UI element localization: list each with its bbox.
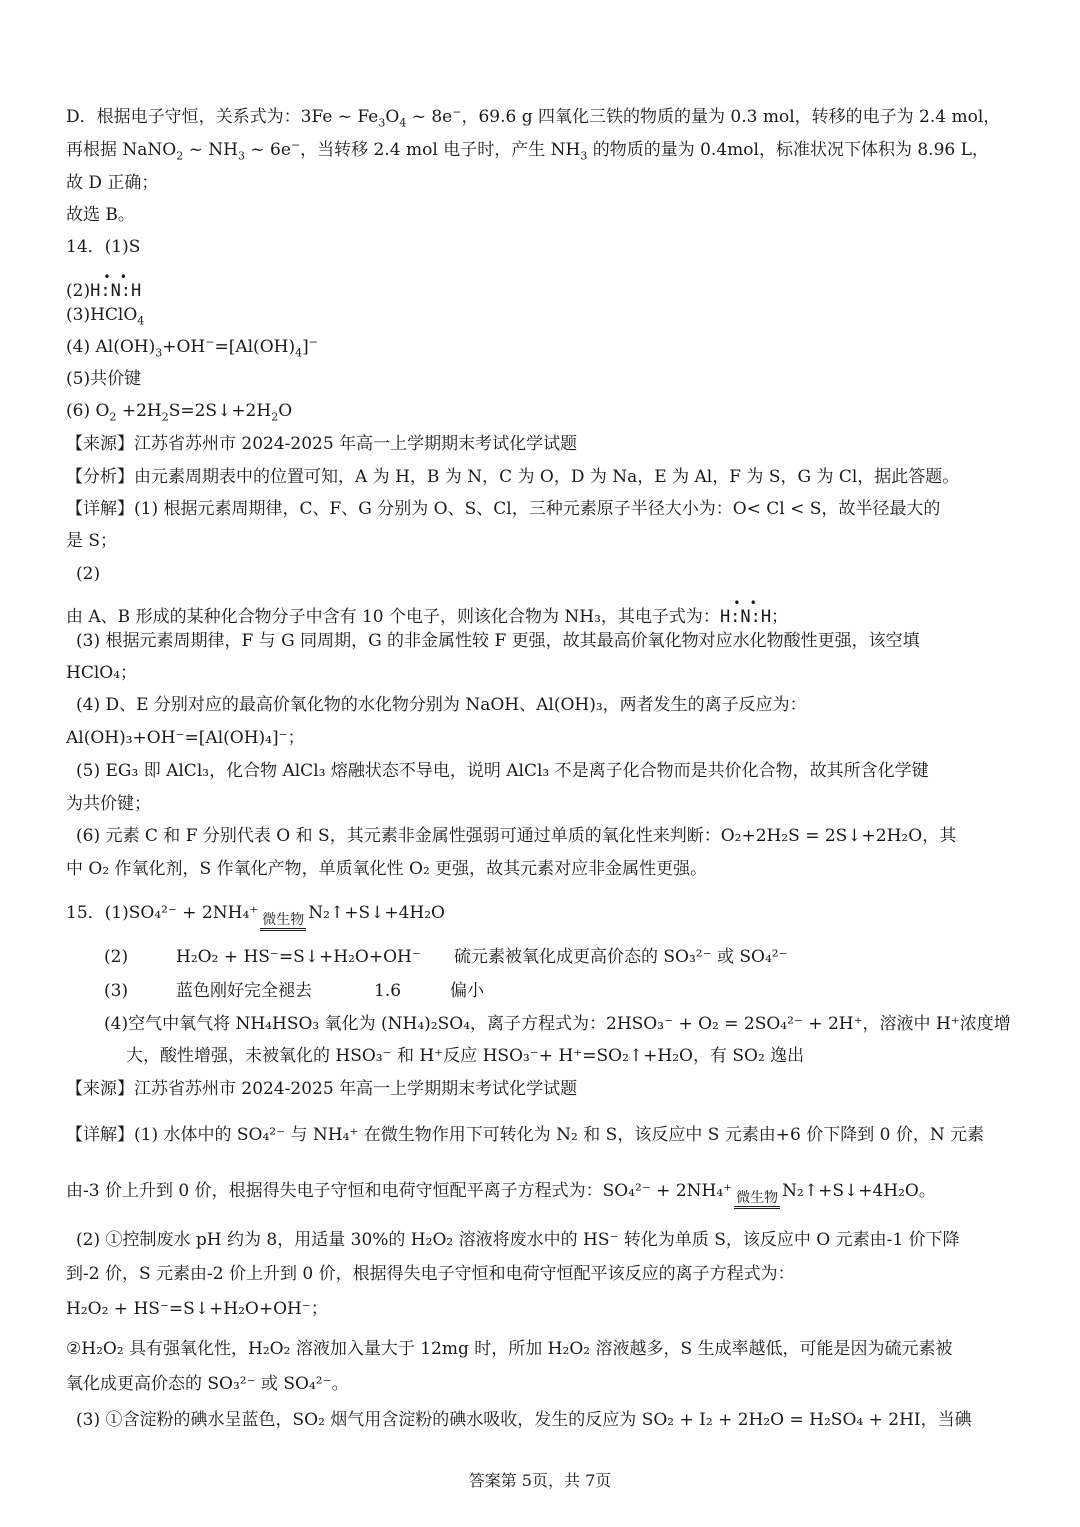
lewis-structure — [90, 272, 141, 302]
text: 3Fe ~ Fe — [300, 107, 379, 127]
text: D．根据电子守恒，关系式为： — [66, 107, 301, 127]
q15-detail-1b — [66, 1180, 1040, 1209]
text: O — [278, 401, 293, 421]
q13-d-line4: 故选 B。 — [66, 205, 135, 225]
text: (2) — [104, 947, 129, 967]
q15-answer-1 — [66, 902, 1040, 931]
text: 再根据 NaNO — [66, 140, 177, 160]
q14-detail-2: (2) — [76, 564, 101, 584]
text: ，当转移 2.4 mol 电子时，产生 NH — [300, 140, 581, 160]
q15-detail-1: 【详解】(1) 水体中的 SO₄²⁻ 与 NH₄⁺ 在微生物作用下可转化为 N₂ 和 S，该反应中 S 元素由+6 价下降到 0 价，N 元素 — [66, 1125, 985, 1145]
q14-detail-1b: 是 S； — [66, 531, 118, 551]
text: 1.6 — [374, 981, 402, 1001]
q14-detail-4: (4) D、E 分别对应的最高价氧化物的水化物分别为 NaOH、Al(OH)₃，两者发生的离子反应为： — [76, 695, 807, 715]
text: =[Al(OH) — [214, 337, 296, 357]
text: (3)HClO — [66, 305, 138, 325]
text: 由 A、B 形成的某种化合物分子中含有 10 个电子，则该化合物为 NH₃，其电子式为： — [66, 607, 720, 627]
text: ] — [302, 337, 309, 357]
text: ~ NH — [183, 140, 238, 160]
text: H:N:H — [719, 607, 772, 627]
text: (6) O — [66, 401, 110, 421]
q14-analysis: 【分析】由元素周期表中的位置可知，A 为 H，B 为 N，C 为 O，D 为 Na，E 为 Al，F 为 S，G 为 Cl，据此答题。 — [66, 467, 960, 487]
q14-answer-3: (3)HClO$_4$ — [66, 305, 145, 328]
q14-answer-5: (5)共价键 — [66, 369, 142, 389]
q14-detail-4b: Al(OH)₃+OH⁻=[Al(OH)₄]⁻； — [66, 728, 305, 748]
q14-detail-6b: 中 O₂ 作氧化剂，S 作氧化产物，单质氧化性 O₂ 更强，故其元素对应非金属性更强。 — [66, 859, 708, 879]
text: N₂↑+S↓+4H₂O — [308, 903, 445, 923]
lone-pair-dots: • • — [733, 596, 758, 610]
q14-detail-6: (6) 元素 C 和 F 分别代表 O 和 S，其元素非金属性强弱可通过单质的氧化性来判断：O₂+2H₂S = 2S↓+2H₂O，其 — [76, 826, 957, 846]
text: H:N:H — [90, 281, 142, 301]
q14-detail-5: (5) EG₃ 即 AlCl₃，化合物 AlCl₃ 熔融状态不导电，说明 AlCl₃ 不是离子化合物而是共价化合物，故其所含化学键 — [76, 761, 929, 781]
text: ，69.6 g 四氧化三铁的物质的量为 0.3 mol，转移的电子为 2.4 mol， — [461, 107, 1001, 127]
text: (4) Al(OH) — [66, 337, 156, 357]
text: 偏小 — [450, 981, 484, 1001]
q14-answer-1: 14．(1)S — [66, 237, 141, 257]
q14-detail-3: (3) 根据元素周期律，F 与 G 同周期，G 的非金属性较 F 更强，故其最高价氧化物对应水化物酸性更强，该空填 — [76, 631, 920, 651]
text: S=2S↓+2H — [168, 401, 272, 421]
reaction-arrow — [734, 1191, 780, 1209]
text: 硫元素被氧化成更高价态的 SO₃²⁻ 或 SO₄²⁻ — [454, 947, 788, 967]
arrow-condition: 微生物 — [734, 1191, 780, 1209]
text: ~ 8e — [406, 107, 453, 127]
q15-source: 【来源】江苏省苏州市 2024-2025 年高一上学期期末考试化学试题 — [66, 1079, 578, 1099]
q14-detail-5b: 为共价键； — [66, 794, 151, 814]
q14-answer-4: (4) $Al(OH)_3+OH^-=[Al(OH)_4]^-$ — [66, 335, 318, 360]
q15-answer-2 — [104, 946, 1040, 968]
q15-answer-3 — [104, 980, 1040, 1002]
reaction-arrow — [260, 913, 306, 931]
q14-source: 【来源】江苏省苏州市 2024-2025 年高一上学期期末考试化学试题 — [66, 434, 578, 454]
text: 蓝色刚好完全褪去 — [176, 981, 312, 1001]
q14-answer-2 — [66, 272, 1040, 302]
lewis-structure — [720, 598, 771, 628]
lone-pair-dots: • • — [103, 270, 129, 284]
text: (2) — [66, 281, 91, 301]
page-footer: 答案第 5页，共 7页 — [468, 1471, 612, 1490]
text: N₂↑+S↓+4H₂O。 — [782, 1181, 936, 1201]
text: +OH — [162, 337, 206, 357]
q15-detail-2c: H₂O₂ + HS⁻=S↓+H₂O+OH⁻； — [66, 1299, 328, 1319]
text: ； — [771, 607, 789, 627]
text: 由-3 价上升到 0 价，根据得失电子守恒和电荷守恒配平离子方程式为：SO₄²⁻ + 2NH₄⁺ — [66, 1181, 733, 1201]
text: 15．(1)SO₄²⁻ + 2NH₄⁺ — [66, 903, 259, 923]
q13-d-line2: 再根据 NaNO$_2$ ~ $NH_3$ ~ 6e−，当转移 2.4 mol 电子时，产生 $NH_3$ 的物质的量为 0.4mol，标准状况下体积为 8.96 L， — [66, 138, 989, 163]
q15-answer-4b: 大，酸性增强，未被氧化的 HSO₃⁻ 和 H⁺反应 HSO₃⁻+ H⁺=SO₂↑+H₂O，有 SO₂ 逸出 — [126, 1046, 805, 1066]
text: +2H — [116, 401, 162, 421]
q15-detail-2b: 到-2 价，S 元素由-2 价上升到 0 价，根据得失电子守恒和电荷守恒配平该反应的离子方程式为： — [66, 1264, 795, 1284]
text: (3) — [104, 981, 129, 1001]
text: H₂O₂ + HS⁻=S↓+H₂O+OH⁻ — [176, 947, 421, 967]
q14-detail-2b — [66, 598, 1040, 628]
q13-d-line3: 故 D 正确； — [66, 173, 159, 193]
text: ~ 6e — [245, 140, 291, 160]
text: 的物质的量为 0.4mol，标准状况下体积为 8.96 L， — [587, 140, 989, 160]
text: O — [385, 107, 400, 127]
q15-detail-2e: 氧化成更高价态的 SO₃²⁻ 或 SO₄²⁻。 — [66, 1374, 349, 1394]
q15-detail-2d: ②H₂O₂ 具有强氧化性，H₂O₂ 溶液加入量大于 12mg 时，所加 H₂O₂ 溶液越多，S 生成率越低，可能是因为硫元素被 — [66, 1339, 953, 1359]
q14-detail-1: 【详解】(1) 根据元素周期律，C、F、G 分别为 O、S、Cl，三种元素原子半径大小为：O< Cl < S，故半径最大的 — [66, 499, 941, 519]
q15-answer-4: (4)空气中氧气将 NH₄HSO₃ 氧化为 (NH₄)₂SO₄，离子方程式为：2HSO₃⁻ + O₂ = 2SO₄²⁻ + 2H⁺，溶液中 H⁺浓度增 — [104, 1014, 1011, 1034]
q15-detail-2: (2) ①控制废水 pH 约为 8，用适量 30%的 H₂O₂ 溶液将废水中的 HS⁻ 转化为单质 S，该反应中 O 元素由-1 价下降 — [76, 1230, 960, 1250]
q15-detail-3: (3) ①含淀粉的碘水呈蓝色，SO₂ 烟气用含淀粉的碘水吸收，发生的反应为 SO₂ + I₂ + 2H₂O = H₂SO₄ + 2HI，当碘 — [76, 1410, 972, 1430]
q14-answer-6: (6) $O_2$ $+2H_2S=2S↓+2H_2O$ — [66, 401, 293, 424]
q13-d-line1: D．根据电子守恒，关系式为：3Fe ~ $Fe_3O_4$ ~ 8e−，69.6 g 四氧化三铁的物质的量为 0.3 mol，转移的电子为 2.4 mol， — [66, 105, 1001, 130]
arrow-condition: 微生物 — [260, 913, 306, 931]
q14-detail-3b: HClO₄； — [66, 663, 138, 683]
